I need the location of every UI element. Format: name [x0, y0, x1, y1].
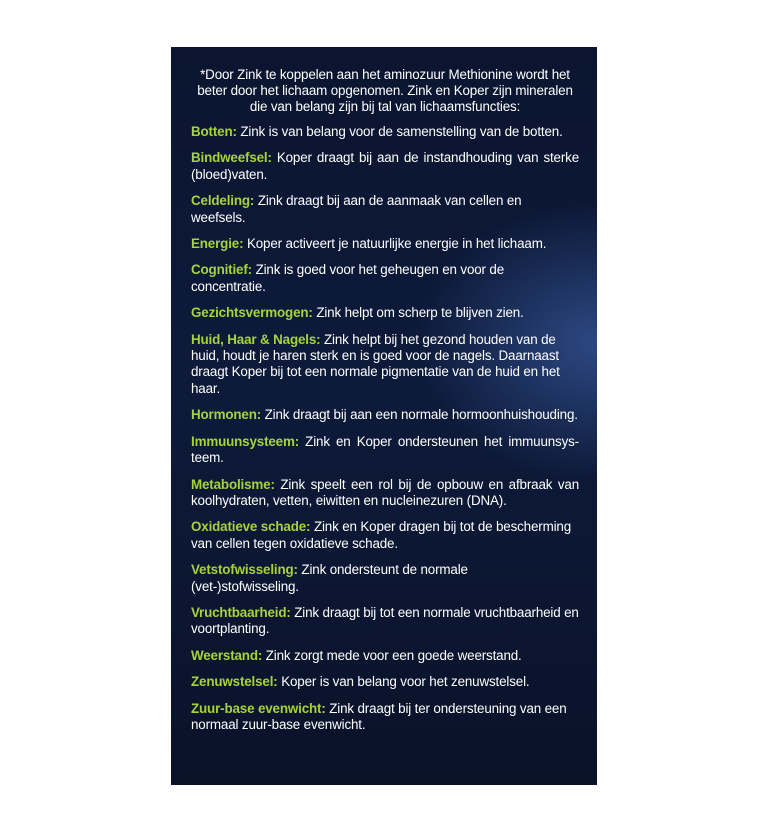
item-term: Hormonen:	[191, 407, 262, 423]
list-item-cognitief	[191, 262, 579, 295]
item-description: Zink ondersteunt de normale (vet-)stofwisseling.	[191, 562, 468, 594]
item-term: Bindweefsel:	[191, 150, 272, 166]
item-term: Cognitief:	[191, 262, 252, 278]
item-description: Koper is van belang voor het zenuwstelsel.	[281, 674, 530, 690]
list-item-gezichtsvermogen	[191, 305, 579, 321]
item-term: Metabolisme:	[191, 476, 275, 492]
item-description: Zink en Koper dragen bij tot de bescherming van cellen tegen oxidatieve schade.	[191, 519, 571, 551]
intro-text: *Door Zink te koppelen aan het aminozuur Methionine wordt het beter door het lichaam opgenomen. Zink en Koper zijn mineralen die van belang zijn bij tal van lichaamsfuncties:	[197, 67, 573, 114]
list-item-metabolisme	[191, 477, 579, 510]
item-term: Oxidatieve schade:	[191, 519, 311, 535]
list-item-zenuwstelsel	[191, 674, 579, 690]
list-item-oxidatieve-schade	[191, 519, 579, 552]
item-description: Zink draagt bij ter ondersteuning van een normaal zuur-base evenwicht.	[191, 700, 567, 732]
info-panel	[171, 47, 597, 785]
item-description: Zink draagt bij tot een normale vruchtbaarheid en voortplanting.	[191, 604, 579, 637]
item-description: Zink draagt bij aan een normale hormoonhuishouding.	[264, 407, 578, 423]
item-term: Botten:	[191, 124, 237, 139]
item-description: Zink draagt bij aan de aanmaak van cellen en weefsels.	[191, 193, 522, 225]
list-item-energie	[191, 236, 579, 252]
item-term: Energie:	[191, 236, 244, 252]
item-description: Zink zorgt mede voor een goede weerstand.	[265, 647, 522, 663]
list-item-hormonen	[191, 407, 579, 423]
item-term: Vruchtbaarheid:	[191, 604, 291, 620]
list-item-bindweefsel	[191, 150, 579, 183]
item-description: Koper draagt bij aan de instandhouding van sterke (bloed)vaten.	[191, 150, 580, 182]
item-term: Immuunsysteem:	[191, 433, 300, 449]
item-description: Zink is van belang voor de samenstelling van de botten.	[240, 124, 563, 139]
list-item-zuur-base-evenwicht	[191, 701, 579, 734]
item-term: Zenuwstelsel:	[191, 674, 278, 690]
item-description: Koper activeert je natuurlijke energie in het lichaam.	[246, 236, 547, 252]
list-item-celdeling	[191, 193, 579, 226]
item-description: Zink helpt om scherp te blijven zien.	[316, 305, 524, 321]
item-term: Gezichtsvermogen:	[191, 305, 313, 321]
list-item-weerstand	[191, 648, 579, 664]
item-description: Zink en Koper ondersteunen het immuunsys-teem.	[191, 433, 579, 466]
item-term: Celdeling:	[191, 193, 255, 209]
item-term: Vetstofwisseling:	[191, 562, 298, 578]
list-item-immuunsysteem	[191, 434, 579, 467]
item-term: Huid, Haar & Nagels:	[191, 331, 321, 347]
list-item-vetstofwisseling	[191, 562, 491, 595]
list-item-botten	[191, 124, 579, 140]
item-term: Weerstand:	[191, 647, 263, 663]
item-description: Zink speelt een rol bij de opbouw en afbraak van koolhydraten, vetten, eiwitten en nucleinezuren (DNA).	[191, 476, 579, 508]
list-item-huid-haar-nagels	[191, 332, 579, 398]
item-description: Zink is goed voor het geheugen en voor de concentratie.	[191, 262, 505, 294]
item-description: Zink helpt bij het gezond houden van de huid, houdt je haren sterk en is goed voor de nagels. Daarnaast draagt Koper bij tot een normale pigmentatie van de huid en het haar.	[191, 331, 560, 396]
item-term: Zuur-base evenwicht:	[191, 700, 326, 716]
list-item-vruchtbaarheid	[191, 605, 579, 638]
